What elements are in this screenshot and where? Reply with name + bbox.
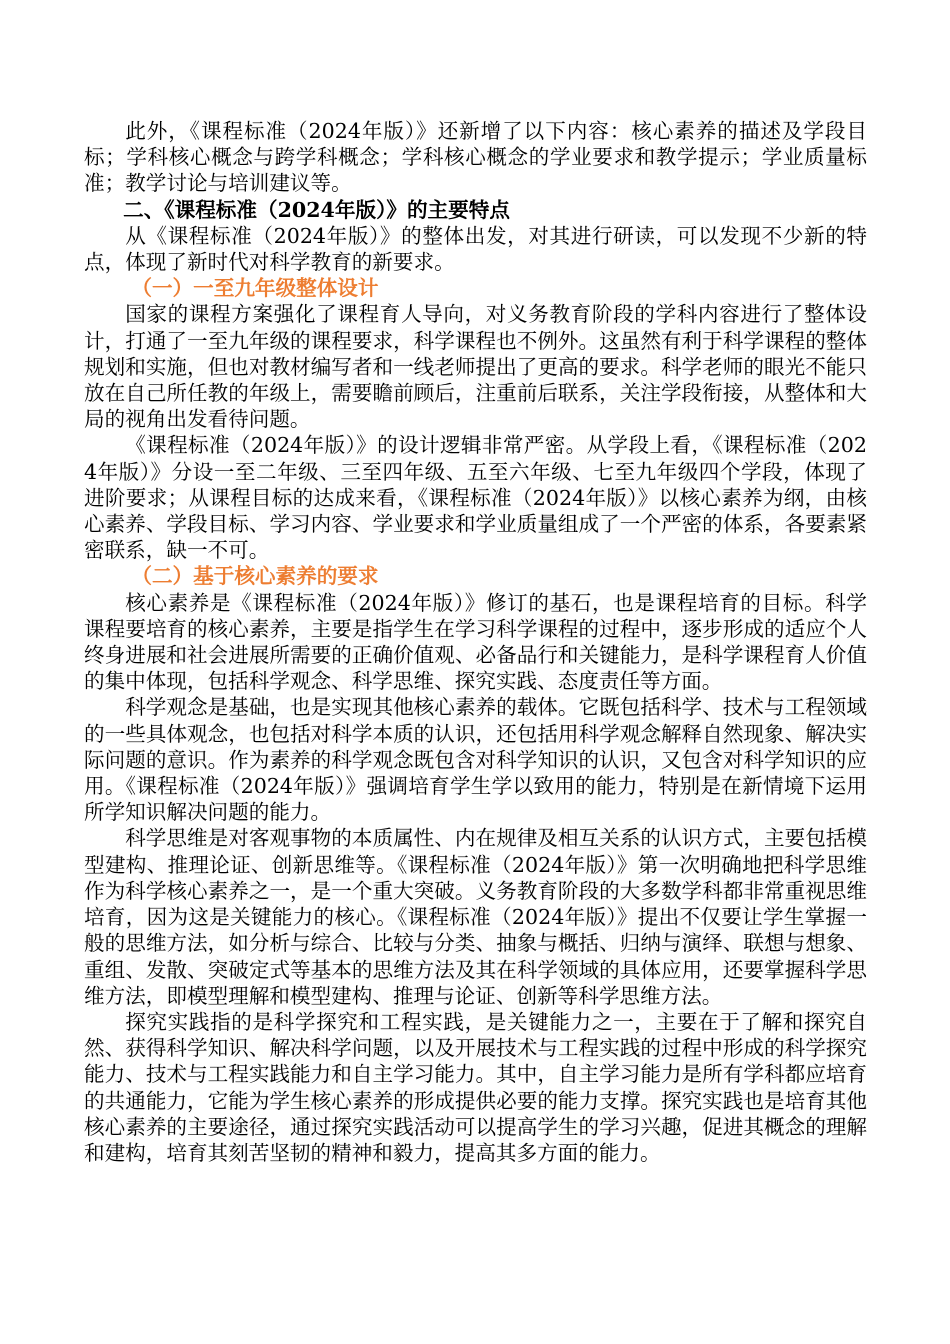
paragraph-design-logic: 《课程标准（2024年版）》的设计逻辑非常严密。从学段上看，《课程标准（2024年版）》分设一至二年级、三至四年级、五至六年级、七至九年级四个学段，体现了进阶要求；从课程目标的达成来看，《课程标准（2024年版）》以核心素养为纲，由核心素养、学段目标、学习内容、学业要求和学业质量组成了一个严密的体系，各要素紧密联系，缺一不可。 [84, 433, 867, 563]
subsection-heading-overall-design: （一）一至九年级整体设计 [131, 276, 379, 301]
paragraph-core-literacy: 核心素养是《课程标准（2024年版）》修订的基石，也是课程培育的目标。科学课程要培育的核心素养，主要是指学生在学习科学课程的过程中，逐步形成的适应个人终身进展和社会进展所需要的正确价值观、必备品行和关键能力，是科学课程育人价值的集中体现，包括科学观念、科学思维、探究实践、态度责任等方面。 [84, 590, 867, 694]
paragraph-overall-design: 国家的课程方案强化了课程育人导向，对义务教育阶段的学科内容进行了整体设计，打通了一至九年级的课程要求，科学课程也不例外。这虽然有利于科学课程的整体规划和实施，但也对教材编写者和一线老师提出了更高的要求。科学老师的眼光不能只放在自己所任教的年级上，需要瞻前顾后，注重前后联系，关注学段衔接，从整体和大局的视角出发看待问题。 [84, 302, 867, 432]
paragraph-inquiry-practice: 探究实践指的是科学探究和工程实践，是关键能力之一，主要在于了解和探究自然、获得科学知识、解决科学问题，以及开展技术与工程实践的过程中形成的科学探究能力、技术与工程实践能力和自主学习能力。其中，自主学习能力是所有学科都应培育的共通能力，它能为学生核心素养的形成提供必要的能力支撑。探究实践也是培育其他核心素养的主要途径，通过探究实践活动可以提高学生的学习兴趣，促进其概念的理解和建构，培育其刻苦坚韧的精神和毅力，提高其多方面的能力。 [84, 1009, 867, 1165]
paragraph-intro: 从《课程标准（2024年版）》的整体出发，对其进行研读，可以发现不少新的特点，体现了新时代对科学教育的新要求。 [84, 223, 867, 275]
paragraph-scientific-thinking: 科学思维是对客观事物的本质属性、内在规律及相互关系的认识方式，主要包括模型建构、推理论证、创新思维等。《课程标准（2024年版）》第一次明确地把科学思维作为科学核心素养之一，是一个重大突破。义务教育阶段的大多数学科都非常重视思维培育，因为这是关键能力的核心。《课程标准（2024年版）》提出不仅要让学生掌握一般的思维方法，如分析与综合、比较与分类、抽象与概括、归纳与演绎、联想与想象、重组、发散、突破定式等基本的思维方法及其在科学领域的具体应用，还要掌握科学思维方法，即模型理解和模型建构、推理与论证、创新等科学思维方法。 [84, 826, 867, 1008]
paragraph-additions: 此外，《课程标准（2024年版）》还新增了以下内容：核心素养的描述及学段目标；学科核心概念与跨学科概念；学科核心概念的学业要求和教学提示；学业质量标准；教学讨论与培训建议等。 [84, 119, 867, 196]
paragraph-scientific-concepts: 科学观念是基础，也是实现其他核心素养的载体。它既包括科学、技术与工程领域的一些具体观念，也包括对科学本质的认识，还包括用科学观念解释自然现象、解决实际问题的意识。作为素养的科学观念既包含对科学知识的认识，又包含对科学知识的应用。《课程标准（2024年版）》强调培育学生学以致用的能力，特别是在新情境下运用所学知识解决问题的能力。 [84, 695, 867, 825]
subsection-heading-core-literacy: （二）基于核心素养的要求 [131, 564, 379, 589]
section-heading-main-features: 二、《课程标准（2024年版）》的主要特点 [123, 197, 510, 222]
document-page [84, 118, 867, 1166]
